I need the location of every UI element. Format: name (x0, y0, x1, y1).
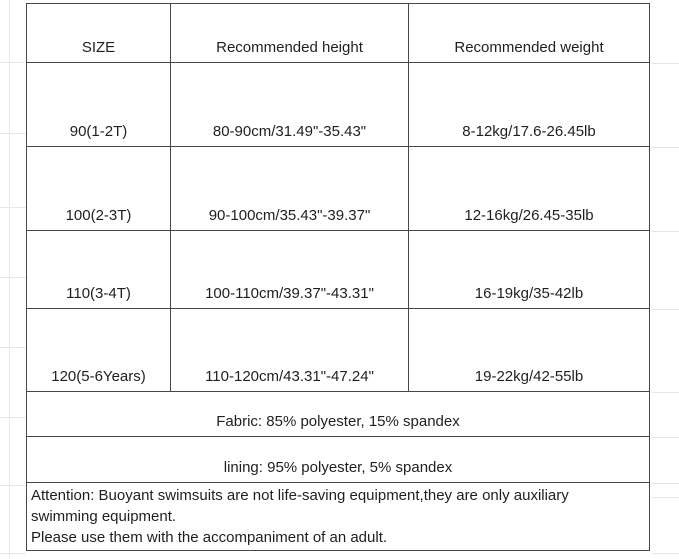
fabric-note-row (27, 392, 650, 437)
spreadsheet-gridline (652, 309, 679, 310)
height-cell: 80-90cm/31.49"-35.43" (171, 63, 409, 147)
table-row (27, 147, 650, 231)
spreadsheet-gridline (0, 207, 26, 208)
spreadsheet-gridline (652, 483, 679, 484)
table-row (27, 309, 650, 392)
lining-note-row (27, 437, 650, 483)
table-header-row (27, 4, 650, 63)
height-cell: 100-110cm/39.37"-43.31" (171, 231, 409, 309)
table-row (27, 231, 650, 309)
spreadsheet-gridline (0, 417, 26, 418)
spreadsheet-gridline (0, 277, 26, 278)
size-chart-table (26, 3, 650, 551)
spreadsheet-gridline (652, 231, 679, 232)
spreadsheet-gridline (0, 133, 26, 134)
height-cell: 110-120cm/43.31"-47.24" (171, 309, 409, 392)
weight-cell: 8-12kg/17.6-26.45lb (409, 63, 650, 147)
spreadsheet-gridline (652, 497, 679, 498)
spreadsheet-gridline-vertical (9, 0, 10, 559)
lining-note: lining: 95% polyester, 5% spandex (27, 437, 650, 483)
spreadsheet-gridline (0, 347, 26, 348)
attention-cell (27, 483, 650, 551)
spreadsheet-gridline (0, 62, 26, 63)
attention-line-2: Please use them with the accompaniment of an adult. (31, 529, 388, 546)
header-recommended-weight: Recommended weight (409, 4, 650, 63)
spreadsheet-gridline (652, 553, 679, 554)
table-row (27, 63, 650, 147)
attention-line-1: Attention: Buoyant swimsuits are not life-saving equipment,they are only auxiliary swimming equipment. (31, 487, 569, 525)
spreadsheet-gridline (0, 553, 26, 554)
spreadsheet-gridline (652, 437, 679, 438)
weight-cell: 16-19kg/35-42lb (409, 231, 650, 309)
size-cell: 120(5-6Years) (27, 309, 171, 392)
weight-cell: 12-16kg/26.45-35lb (409, 147, 650, 231)
fabric-note: Fabric: 85% polyester, 15% spandex (27, 392, 650, 437)
size-cell: 90(1-2T) (27, 63, 171, 147)
height-cell: 90-100cm/35.43"-39.37" (171, 147, 409, 231)
spreadsheet-gridline (652, 392, 679, 393)
spreadsheet-gridline (652, 147, 679, 148)
size-cell: 110(3-4T) (27, 231, 171, 309)
header-recommended-height: Recommended height (171, 4, 409, 63)
size-cell: 100(2-3T) (27, 147, 171, 231)
header-size: SIZE (27, 4, 171, 63)
attention-row (27, 483, 650, 551)
spreadsheet-gridline (652, 63, 679, 64)
spreadsheet-gridline (0, 485, 26, 486)
weight-cell: 19-22kg/42-55lb (409, 309, 650, 392)
